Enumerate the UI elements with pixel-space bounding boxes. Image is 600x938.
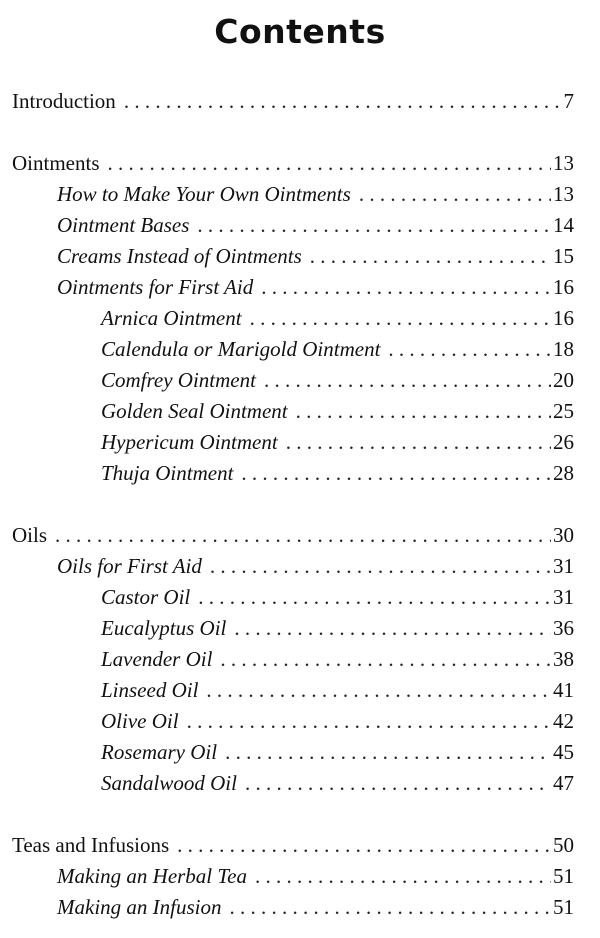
- dot-leader: [296, 396, 551, 427]
- dot-leader: [229, 892, 551, 923]
- toc-entry-page-number: 31: [553, 585, 574, 609]
- toc-entry-title: Making an Herbal Tea: [57, 864, 247, 888]
- toc-entry-page-number: 14: [553, 213, 574, 237]
- toc-entry-title: Introduction: [12, 89, 116, 113]
- toc-entry-title: Olive Oil: [101, 709, 179, 733]
- toc-entry-title: Ointments for First Aid: [57, 275, 254, 299]
- toc-entry-title: Lavender Oil: [101, 647, 213, 671]
- dot-leader: [255, 861, 551, 892]
- toc-entry-title: Castor Oil: [101, 585, 191, 609]
- toc-entry[interactable]: [0, 830, 600, 861]
- toc-entry-page-number: 41: [553, 678, 574, 702]
- dot-leader: [245, 768, 551, 799]
- dot-leader: [187, 706, 551, 737]
- toc-entry[interactable]: [0, 768, 600, 799]
- toc-entry-title: Thuja Ointment: [101, 461, 234, 485]
- toc-entry-page-number: 13: [553, 151, 574, 175]
- toc-entry[interactable]: [0, 272, 600, 303]
- dot-leader: [310, 241, 551, 272]
- toc-entry[interactable]: [0, 613, 600, 644]
- dot-leader: [197, 210, 551, 241]
- toc-entry[interactable]: [0, 148, 600, 179]
- dot-leader: [286, 427, 551, 458]
- toc-entry-page-number: 25: [553, 399, 574, 423]
- toc-entry-title: Ointments: [12, 151, 100, 175]
- dot-leader: [177, 830, 551, 861]
- toc-entry-title: Linseed Oil: [101, 678, 199, 702]
- dot-leader: [261, 272, 551, 303]
- toc-entry[interactable]: [0, 334, 600, 365]
- toc-entry-title: Sandalwood Oil: [101, 771, 237, 795]
- toc-entry[interactable]: [0, 210, 600, 241]
- toc-entry[interactable]: [0, 458, 600, 489]
- toc-entry-page-number: 28: [553, 461, 574, 485]
- toc-entry-title: How to Make Your Own Ointments: [57, 182, 351, 206]
- dot-leader: [198, 582, 551, 613]
- toc-entry-page-number: 42: [553, 709, 574, 733]
- toc-entry-title: Calendula or Marigold Ointment: [101, 337, 381, 361]
- toc-entry[interactable]: [0, 582, 600, 613]
- toc-entry[interactable]: [0, 520, 600, 551]
- dot-leader: [108, 148, 552, 179]
- toc-entry[interactable]: [0, 892, 600, 923]
- table-of-contents: [0, 86, 600, 923]
- dot-leader: [210, 551, 551, 582]
- toc-entry-title: Golden Seal Ointment: [101, 399, 288, 423]
- dot-leader: [234, 613, 551, 644]
- toc-entry[interactable]: [0, 427, 600, 458]
- toc-entry-title: Oils: [12, 523, 48, 547]
- toc-entry[interactable]: [0, 365, 600, 396]
- toc-entry-title: Oils for First Aid: [57, 554, 202, 578]
- dot-leader: [250, 303, 551, 334]
- dot-leader: [241, 458, 551, 489]
- toc-entry-page-number: 31: [553, 554, 574, 578]
- toc-entry[interactable]: [0, 551, 600, 582]
- toc-entry-title: Ointment Bases: [57, 213, 190, 237]
- toc-entry-page-number: 50: [553, 833, 574, 857]
- toc-entry-page-number: 16: [553, 275, 574, 299]
- dot-leader: [264, 365, 551, 396]
- dot-leader: [359, 179, 551, 210]
- toc-entry[interactable]: [0, 86, 600, 117]
- toc-entry[interactable]: [0, 179, 600, 210]
- toc-entry-page-number: 47: [553, 771, 574, 795]
- toc-entry-title: Teas and Infusions: [12, 833, 170, 857]
- toc-entry-page-number: 36: [553, 616, 574, 640]
- dot-leader: [124, 86, 562, 117]
- toc-entry-page-number: 51: [553, 895, 574, 919]
- toc-entry[interactable]: [0, 241, 600, 272]
- page-title: Contents: [214, 12, 386, 51]
- toc-entry[interactable]: [0, 396, 600, 427]
- dot-leader: [225, 737, 551, 768]
- toc-entry[interactable]: [0, 644, 600, 675]
- toc-entry-title: Arnica Ointment: [101, 306, 242, 330]
- toc-entry-title: Hypericum Ointment: [101, 430, 278, 454]
- toc-entry-title: Comfrey Ointment: [101, 368, 256, 392]
- toc-entry-page-number: 18: [553, 337, 574, 361]
- toc-entry-title: Making an Infusion: [57, 895, 222, 919]
- toc-entry[interactable]: [0, 303, 600, 334]
- toc-entry-title: Rosemary Oil: [101, 740, 218, 764]
- toc-entry[interactable]: [0, 706, 600, 737]
- toc-entry-title: Creams Instead of Ointments: [57, 244, 302, 268]
- toc-entry-page-number: 13: [553, 182, 574, 206]
- toc-entry-page-number: 7: [563, 89, 574, 113]
- toc-entry-page-number: 30: [553, 523, 574, 547]
- dot-leader: [220, 644, 551, 675]
- toc-entry-title: Eucalyptus Oil: [101, 616, 227, 640]
- toc-entry-page-number: 15: [553, 244, 574, 268]
- dot-leader: [388, 334, 551, 365]
- toc-entry-page-number: 38: [553, 647, 574, 671]
- dot-leader: [55, 520, 551, 551]
- toc-entry-page-number: 51: [553, 864, 574, 888]
- toc-entry-page-number: 45: [553, 740, 574, 764]
- dot-leader: [206, 675, 551, 706]
- toc-entry[interactable]: [0, 737, 600, 768]
- toc-entry[interactable]: [0, 675, 600, 706]
- toc-entry-page-number: 26: [553, 430, 574, 454]
- toc-entry[interactable]: [0, 861, 600, 892]
- toc-entry-page-number: 16: [553, 306, 574, 330]
- toc-entry-page-number: 20: [553, 368, 574, 392]
